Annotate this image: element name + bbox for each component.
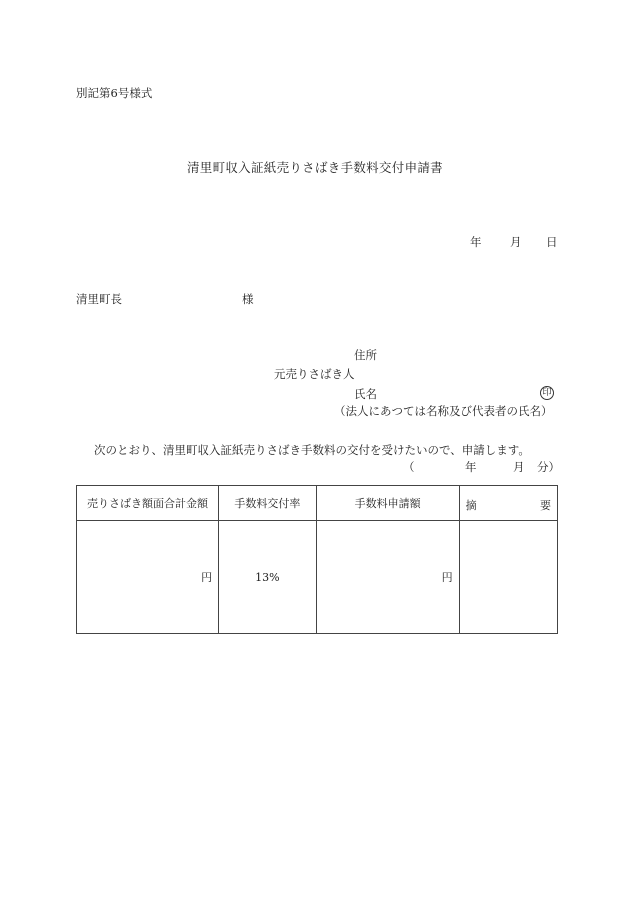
seller-label: 元売りさばき人 [274,367,355,381]
header-fee-rate: 手数料交付率 [219,486,316,521]
table-row [77,521,558,634]
date-month-label: 月 [510,235,522,249]
total-amount-cell[interactable]: 円 [77,521,219,634]
fee-rate-cell: 13% [219,521,316,634]
addressee-honorific: 様 [242,292,254,306]
addressee-name: 清里町長 [76,292,122,306]
date-year-label: 年 [470,235,482,249]
document-title: 清里町収入証紙売りさばき手数料交付申請書 [186,160,443,175]
header-total-amount: 売りさばき額面合計金額 [77,486,219,521]
corporation-note: （法人にあつては名称及び代表者の氏名） [334,404,553,418]
form-number-label: 別記第6号様式 [76,86,153,100]
header-summary-char-1: 摘 [465,499,477,512]
period-month-label: 月 [513,460,525,474]
fee-amount-cell[interactable]: 円 [316,521,459,634]
seal-icon: 印 [540,386,554,400]
date-day-label: 日 [546,235,558,249]
table-header-row [77,486,558,521]
header-fee-amount: 手数料申請額 [316,486,459,521]
fee-table [76,485,558,634]
name-label: 氏名 [354,387,377,401]
summary-cell[interactable] [459,521,557,634]
period-open-paren: （ [403,460,415,474]
header-summary [459,486,557,521]
period-close-label: 分） [537,460,560,474]
application-statement: 次のとおり、清里町収入証紙売りさばき手数料の交付を受けたいので、申請します。 [94,443,530,457]
address-label: 住所 [354,348,377,362]
period-year-label: 年 [465,460,477,474]
header-summary-char-2: 要 [540,499,551,512]
